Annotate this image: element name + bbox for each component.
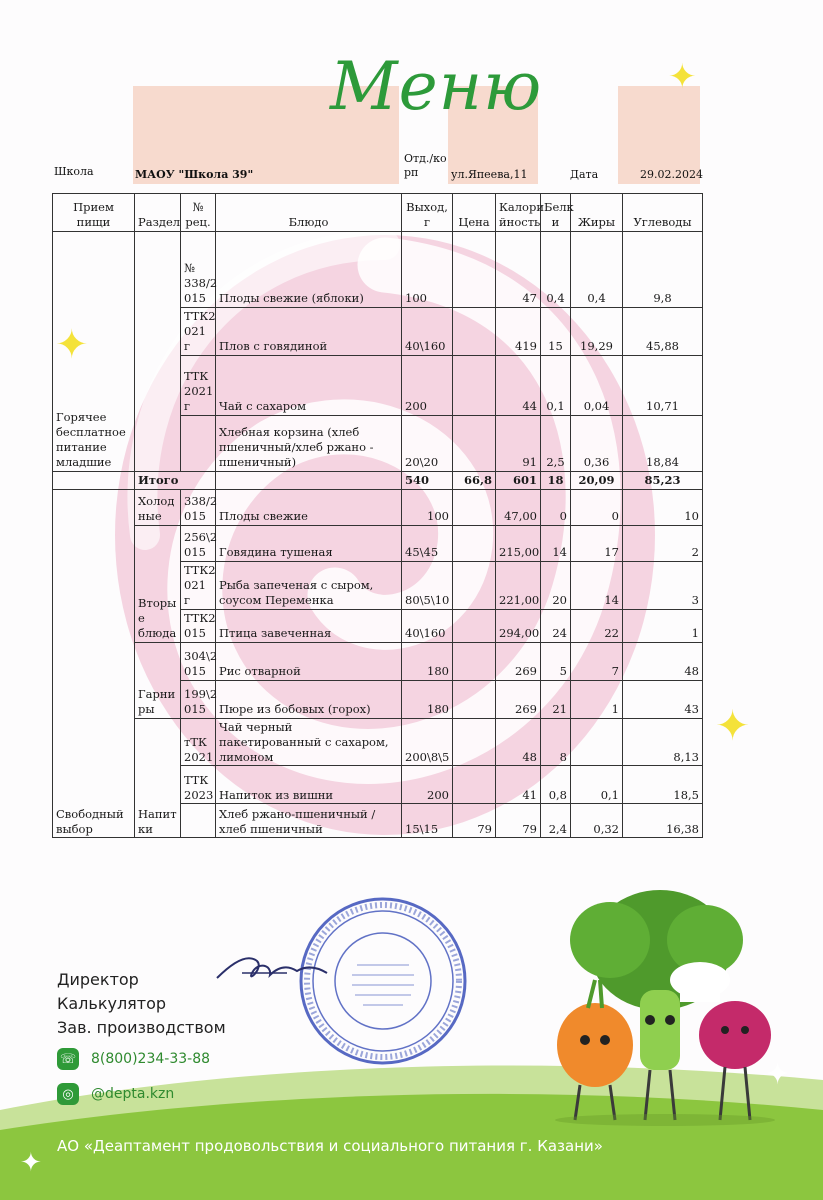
table-row	[53, 489, 703, 525]
fats-cell: 0,1	[571, 766, 623, 804]
col-calories: Калори йность	[496, 194, 541, 232]
proteins-cell: 0,8	[541, 766, 571, 804]
table-row	[53, 525, 703, 561]
table-row	[53, 232, 703, 308]
section-cell: Вторы е блюда	[135, 525, 181, 642]
phone-contact	[57, 1048, 210, 1070]
proteins-cell: 20	[541, 561, 571, 609]
price-cell	[453, 680, 496, 718]
yield-cell: 200	[402, 766, 453, 804]
total-yield: 540	[402, 472, 453, 490]
meal-cell: Свободный выбор	[53, 489, 135, 838]
yield-cell: 45\45	[402, 525, 453, 561]
yield-cell: 20\20	[402, 416, 453, 472]
footer-role-calculator: Калькулятор	[57, 994, 167, 1013]
recipe-cell: № 338/2 015	[181, 232, 216, 308]
sparkle-icon: ✦	[765, 1057, 791, 1092]
yield-cell: 80\5\10	[402, 561, 453, 609]
fats-cell: 14	[571, 561, 623, 609]
recipe-cell: ТТК2 015	[181, 609, 216, 642]
dish-cell: Чай черный пакетированный с сахаром, лимоном	[216, 718, 402, 766]
recipe-cell	[181, 804, 216, 838]
price-cell	[453, 489, 496, 525]
sparkle-icon: ✦	[715, 701, 751, 750]
section-cell: Напит ки	[135, 718, 181, 838]
col-dish: Блюдо	[216, 194, 402, 232]
carbs-cell: 18,5	[623, 766, 703, 804]
proteins-cell: 0	[541, 489, 571, 525]
price-cell	[453, 718, 496, 766]
price-cell	[453, 766, 496, 804]
proteins-cell: 0,1	[541, 356, 571, 416]
date-label: Дата	[570, 168, 599, 181]
dish-cell: Хлеб ржано-пшеничный / хлеб пшеничный	[216, 804, 402, 838]
table-header-row	[53, 194, 703, 232]
proteins-cell: 2,5	[541, 416, 571, 472]
recipe-cell: ТТК 2023	[181, 766, 216, 804]
dish-cell: Рыба запеченая с сыром, соусом Переменка	[216, 561, 402, 609]
yield-cell: 180	[402, 680, 453, 718]
section-cell	[135, 232, 181, 472]
dish-cell: Говядина тушеная	[216, 525, 402, 561]
calories-cell: 47	[496, 232, 541, 308]
recipe-cell: 199\2 015	[181, 680, 216, 718]
dish-cell: Напиток из вишни	[216, 766, 402, 804]
calories-cell: 215,00	[496, 525, 541, 561]
carbs-cell: 43	[623, 680, 703, 718]
meal-cell	[53, 472, 135, 490]
calories-cell: 91	[496, 416, 541, 472]
yield-cell: 180	[402, 642, 453, 680]
price-cell	[453, 609, 496, 642]
total-proteins: 18	[541, 472, 571, 490]
price-cell	[453, 561, 496, 609]
dish-cell: Птица завеченная	[216, 609, 402, 642]
fats-cell: 0	[571, 489, 623, 525]
dish-cell: Чай с сахаром	[216, 356, 402, 416]
col-section: Раздел	[135, 194, 181, 232]
total-label: Итого	[135, 472, 216, 490]
yield-cell: 200	[402, 356, 453, 416]
proteins-cell: 5	[541, 642, 571, 680]
proteins-cell: 24	[541, 609, 571, 642]
fats-cell: 0,36	[571, 416, 623, 472]
footer-role-director: Директор	[57, 970, 139, 989]
calories-cell: 269	[496, 680, 541, 718]
proteins-cell: 2,4	[541, 804, 571, 838]
dish-cell: Плоды свежие	[216, 489, 402, 525]
instagram-icon: ◎	[57, 1083, 79, 1105]
proteins-cell: 14	[541, 525, 571, 561]
recipe-cell: 338/2 015	[181, 489, 216, 525]
calories-cell: 48	[496, 718, 541, 766]
section-cell: Холод ные	[135, 489, 181, 525]
signature	[212, 943, 332, 993]
recipe-cell: ТТК 2021 г	[181, 356, 216, 416]
fats-cell: 19,29	[571, 308, 623, 356]
col-price: Цена	[453, 194, 496, 232]
social-contact	[57, 1083, 174, 1105]
price-cell: 79	[453, 804, 496, 838]
recipe-cell	[181, 416, 216, 472]
calories-cell: 269	[496, 642, 541, 680]
table-row	[53, 718, 703, 766]
carbs-cell: 45,88	[623, 308, 703, 356]
recipe-cell: тТК 2021	[181, 718, 216, 766]
phone-number: 8(800)234-33-88	[91, 1051, 211, 1067]
carbs-cell: 1	[623, 609, 703, 642]
menu-table	[52, 193, 703, 838]
table-row	[53, 642, 703, 680]
fats-cell: 1	[571, 680, 623, 718]
col-fats: Жиры	[571, 194, 623, 232]
school-address: ул.Япеева,11	[451, 168, 528, 181]
calories-cell: 47,00	[496, 489, 541, 525]
carbs-cell: 18,84	[623, 416, 703, 472]
calories-cell: 221,00	[496, 561, 541, 609]
carbs-cell: 9,8	[623, 232, 703, 308]
vegetable-mascots-illustration	[540, 870, 790, 1130]
carbs-cell: 2	[623, 525, 703, 561]
price-cell	[453, 308, 496, 356]
calories-cell: 294,00	[496, 609, 541, 642]
calories-cell: 419	[496, 308, 541, 356]
meal-cell: Горячее бесплатное питание младшие	[53, 232, 135, 472]
footer-role-production: Зав. производством	[57, 1018, 226, 1037]
calories-cell: 79	[496, 804, 541, 838]
date-value: 29.02.2024	[640, 168, 703, 181]
recipe-cell: 256\2 015	[181, 525, 216, 561]
fats-cell: 22	[571, 609, 623, 642]
total-row	[53, 472, 703, 490]
proteins-cell: 15	[541, 308, 571, 356]
proteins-cell: 21	[541, 680, 571, 718]
sparkle-icon: ✦	[668, 57, 697, 97]
carbs-cell: 3	[623, 561, 703, 609]
social-handle: @depta.kzn	[91, 1086, 175, 1102]
price-cell	[453, 525, 496, 561]
school-label: Школа	[54, 165, 94, 178]
section-cell: Гарни ры	[135, 642, 181, 718]
dish-cell: Плов с говядиной	[216, 308, 402, 356]
carbs-cell: 10	[623, 489, 703, 525]
yield-cell: 15\15	[402, 804, 453, 838]
carbs-cell: 8,13	[623, 718, 703, 766]
price-cell	[453, 416, 496, 472]
dish-cell	[216, 472, 402, 490]
carbs-cell: 16,38	[623, 804, 703, 838]
price-cell	[453, 356, 496, 416]
col-meal: Прием пищи	[53, 194, 135, 232]
page-title: Меню	[330, 48, 543, 125]
dish-cell: Рис отварной	[216, 642, 402, 680]
proteins-cell: 8	[541, 718, 571, 766]
dept-label: Отд./ко рп	[404, 152, 447, 180]
col-yield: Выход, г	[402, 194, 453, 232]
dish-cell: Пюре из бобовых (горох)	[216, 680, 402, 718]
dish-cell: Хлебная корзина (хлеб пшеничный/хлеб ржано - пшеничный)	[216, 416, 402, 472]
sparkle-icon: ✦	[55, 322, 89, 368]
recipe-cell: ТТК2 021 г	[181, 561, 216, 609]
sparkle-icon: ✦	[20, 1148, 42, 1178]
price-cell	[453, 232, 496, 308]
phone-icon: ☏	[57, 1048, 79, 1070]
carbs-cell: 10,71	[623, 356, 703, 416]
yield-cell: 100	[402, 232, 453, 308]
school-name: МАОУ "Школа 39"	[135, 168, 254, 181]
col-recipe: № рец.	[181, 194, 216, 232]
fats-cell: 17	[571, 525, 623, 561]
col-proteins: Белк и	[541, 194, 571, 232]
total-fats: 20,09	[571, 472, 623, 490]
yield-cell: 40\160	[402, 308, 453, 356]
fats-cell	[571, 718, 623, 766]
yield-cell: 40\160	[402, 609, 453, 642]
recipe-cell: ТТК2 021 г	[181, 308, 216, 356]
carbs-cell: 48	[623, 642, 703, 680]
yield-cell: 100	[402, 489, 453, 525]
organization-name: АО «Деаптамент продовольствия и социального питания г. Казани»	[57, 1137, 603, 1155]
proteins-cell: 0,4	[541, 232, 571, 308]
yield-cell: 200\8\5	[402, 718, 453, 766]
fats-cell: 7	[571, 642, 623, 680]
col-carbs: Углеводы	[623, 194, 703, 232]
dish-cell: Плоды свежие (яблоки)	[216, 232, 402, 308]
total-carbs: 85,23	[623, 472, 703, 490]
recipe-cell: 304\2 015	[181, 642, 216, 680]
price-cell	[453, 642, 496, 680]
calories-cell: 44	[496, 356, 541, 416]
fats-cell: 0,4	[571, 232, 623, 308]
total-calories: 601	[496, 472, 541, 490]
total-price: 66,8	[453, 472, 496, 490]
fats-cell: 0,04	[571, 356, 623, 416]
calories-cell: 41	[496, 766, 541, 804]
fats-cell: 0,32	[571, 804, 623, 838]
